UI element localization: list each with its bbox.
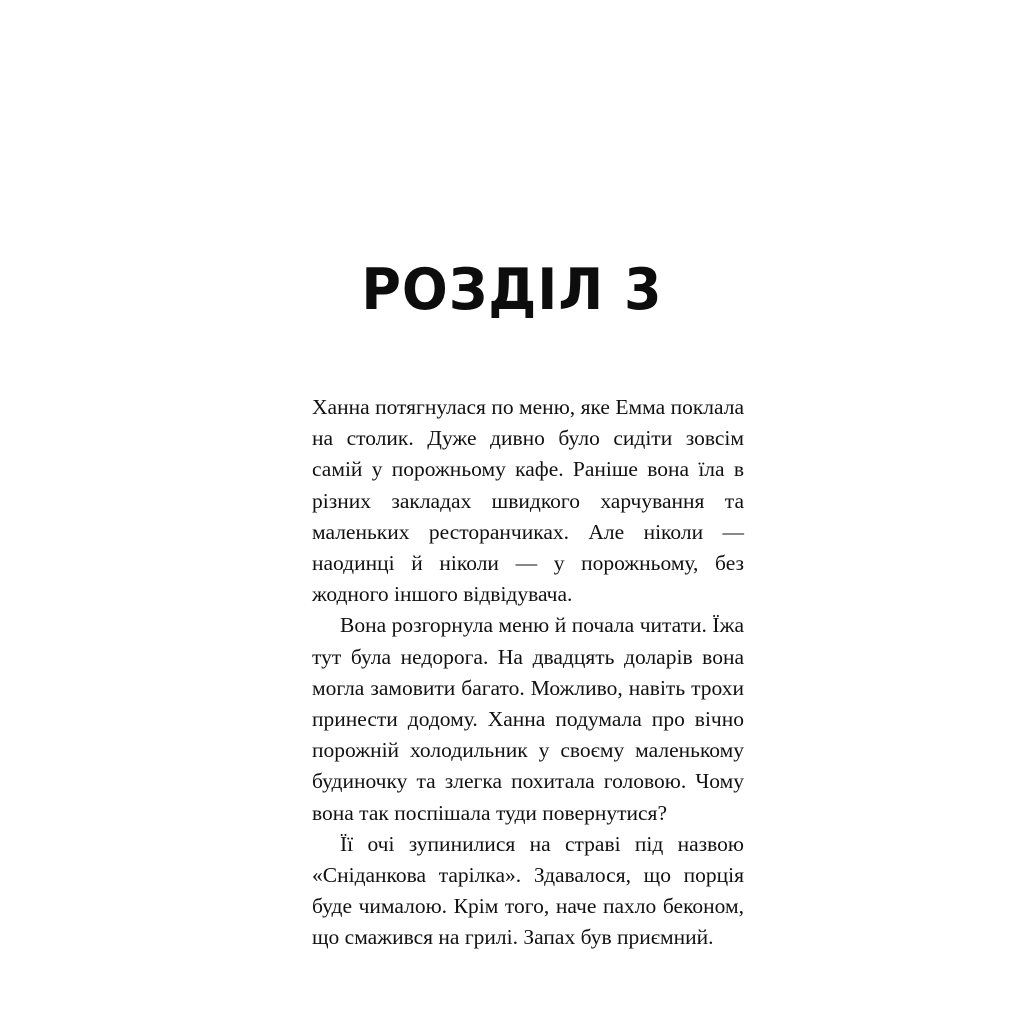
paragraph: Вона розгорнула меню й почала читати. Їжа тут була недорога. На двадцять доларів вона могла замовити багато. Можливо, навіть трохи принести додому. Ханна подумала про вічно порожній холодильник у своєму маленькому будиночку та злегка похитала головою. Чому вона так поспішала туди повернутися? (312, 613, 744, 825)
paragraph: Ханна потягнулася по меню, яке Емма поклала на столик. Дуже дивно було сидіти зовсім самій у порожньому кафе. Раніше вона їла в різних закладах швидкого харчування та маленьких ресторанчиках. Але ніколи — наодинці й ніколи — у порожньому, без жодного іншого відвідувача. (312, 395, 744, 607)
chapter-title: РОЗДІЛ 3 (361, 256, 663, 324)
paragraph: Її очі зупинилися на страві під назвою «Сніданкова тарілка». Здавалося, що порція буде чималою. Крім того, наче пахло беконом, що смажився на грилі. Запах був приємний. (312, 831, 744, 950)
chapter-body (312, 392, 744, 954)
